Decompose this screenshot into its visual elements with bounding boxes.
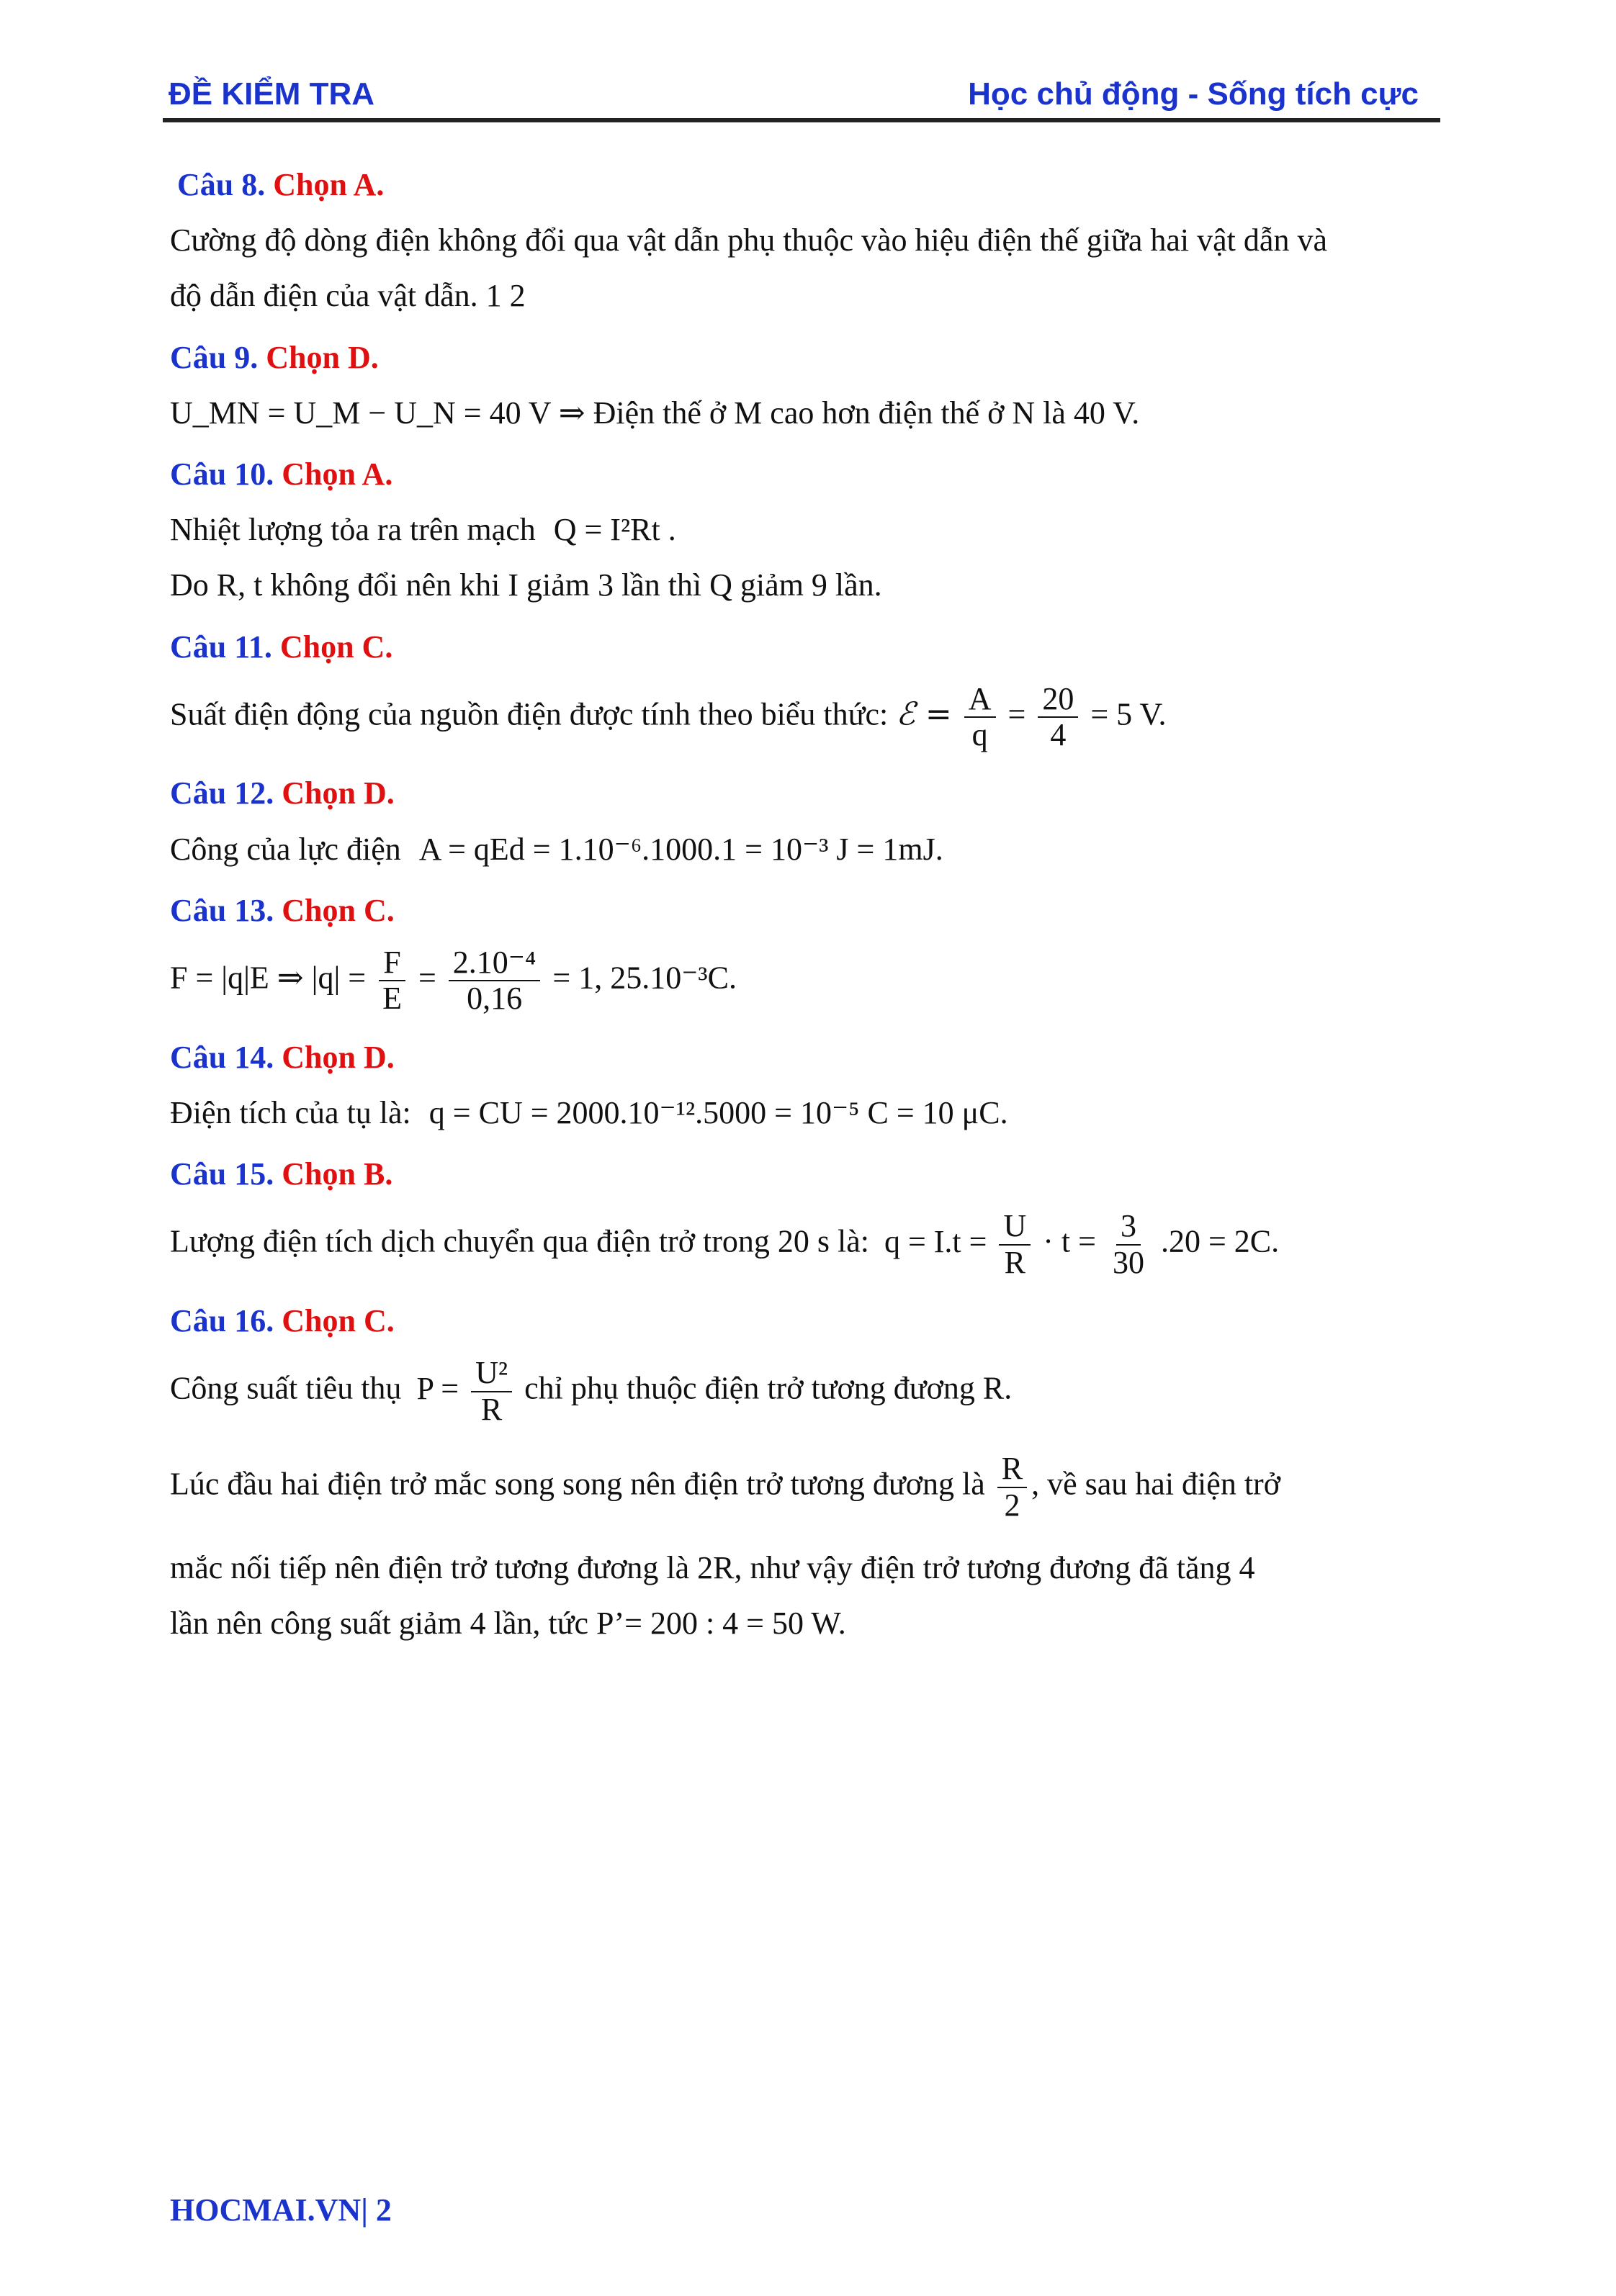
fraction-denominator: E	[382, 981, 402, 1017]
answer-choice: Chọn D.	[282, 775, 395, 811]
fraction-20-over-4	[1038, 682, 1078, 753]
q16-text: Lúc đầu hai điện trở mắc song song nên điện trở tương đương là	[170, 1466, 985, 1502]
answer-choice: Chọn C.	[282, 1303, 395, 1339]
q16-text: Công suất tiêu thụ	[170, 1370, 402, 1406]
fraction-a-over-q	[964, 682, 996, 753]
answer-content	[170, 164, 1517, 1644]
question-label: Câu 11.	[170, 629, 272, 665]
question-13-heading	[170, 890, 1517, 931]
question-label: Câu 8.	[177, 167, 266, 202]
question-label: Câu 15.	[170, 1156, 274, 1192]
q10-text: Nhiệt lượng tỏa ra trên mạch	[170, 512, 536, 548]
fraction-numerator: 2.10⁻⁴	[449, 945, 541, 981]
fraction-numerator: 20	[1038, 682, 1078, 718]
q11-text: Suất điện động của nguồn điện được tính theo biểu thức:	[170, 696, 889, 732]
q16-text-b: , về sau hai điện trở	[1031, 1466, 1280, 1502]
q15-text: Lượng điện tích dịch chuyển qua điện trở trong 20 s là:	[170, 1223, 869, 1259]
fraction-numerator: F	[379, 945, 405, 981]
header-title: ĐỀ KIỂM TRA	[169, 76, 374, 112]
q12-paragraph	[170, 829, 1517, 870]
q16-text-b: chỉ phụ thuộc điện trở tương đương R.	[524, 1370, 1013, 1406]
fraction-denominator: 0,16	[467, 981, 523, 1017]
fraction-denominator: 4	[1050, 717, 1067, 753]
fraction-numerator: R	[997, 1451, 1027, 1487]
fraction-3-over-30	[1108, 1209, 1149, 1280]
fraction-numerator: U	[999, 1209, 1031, 1245]
question-8-heading	[170, 164, 1517, 205]
q11-result: = 5 V.	[1090, 696, 1167, 732]
q16-paragraph-4: lần nên công suất giảm 4 lần, tức P’= 200 : 4 = 50 W.	[170, 1606, 846, 1642]
q10-paragraph-2: Do R, t không đổi nên khi I giảm 3 lần thì Q giảm 9 lần.	[170, 567, 882, 603]
fraction-denominator: 30	[1112, 1244, 1144, 1280]
question-label: Câu 13.	[170, 892, 274, 928]
answer-choice: Chọn D.	[266, 339, 379, 375]
q12-formula: A = qEd = 1.10⁻⁶.1000.1 = 10⁻³ J = 1mJ.	[418, 831, 943, 867]
q11-paragraph	[170, 682, 1517, 753]
q16-lhs: P =	[416, 1370, 459, 1406]
q15-lhs: q = I.t =	[884, 1223, 987, 1259]
header-divider	[163, 118, 1440, 122]
equals-sign: =	[418, 960, 436, 996]
fraction-numerator: U²	[471, 1356, 512, 1392]
question-label: Câu 9.	[170, 339, 259, 375]
q15-paragraph	[170, 1209, 1517, 1280]
q8-paragraph-1: Cường độ dòng điện không đổi qua vật dẫn phụ thuộc vào hiệu điện thế giữa hai vật dẫn và	[170, 222, 1327, 258]
q12-text: Công của lực điện	[170, 831, 401, 867]
q8-paragraph-2: độ dẫn điện của vật dẫn. 1 2	[170, 278, 526, 314]
q14-formula: q = CU = 2000.10⁻¹².5000 = 10⁻⁵ C = 10 μC.	[428, 1095, 1008, 1130]
fraction-numerator: A	[964, 682, 996, 718]
question-9-heading	[170, 337, 1517, 378]
answer-choice: Chọn C.	[282, 892, 395, 928]
emf-symbol: ℰ =	[896, 695, 952, 733]
q15-mid: · t =	[1043, 1223, 1096, 1259]
fraction-denominator: 2	[1004, 1487, 1020, 1523]
question-label: Câu 14.	[170, 1039, 274, 1075]
fraction-u2-over-r	[471, 1356, 512, 1427]
answer-choice: Chọn A.	[273, 167, 385, 202]
fraction-denominator: q	[971, 717, 988, 753]
question-14-heading	[170, 1037, 1517, 1078]
question-12-heading	[170, 773, 1517, 814]
q9-paragraph: U_MN = U_M − U_N = 40 V ⇒ Điện thế ở M cao hơn điện thế ở N là 40 V.	[170, 395, 1140, 431]
question-label: Câu 12.	[170, 775, 274, 811]
answer-choice: Chọn C.	[279, 629, 393, 665]
q10-paragraph-1	[170, 509, 1517, 550]
answer-choice: Chọn A.	[282, 456, 393, 492]
fraction-denominator: R	[1004, 1244, 1026, 1280]
fraction-f-over-e	[378, 945, 406, 1017]
fraction-value	[449, 945, 541, 1017]
question-11-heading	[170, 626, 1517, 667]
page-footer: HOCMAI.VN| 2	[170, 2192, 392, 2228]
q16-paragraph-1	[170, 1356, 1517, 1427]
question-16-heading	[170, 1300, 1517, 1341]
equals-sign: =	[1007, 696, 1026, 732]
fraction-r-over-2	[997, 1451, 1027, 1523]
q10-formula: Q = I²Rt .	[553, 512, 676, 548]
question-label: Câu 16.	[170, 1303, 274, 1339]
answer-choice: Chọn B.	[282, 1156, 393, 1192]
q16-paragraph-2	[170, 1451, 1517, 1523]
header-slogan: Học chủ động - Sống tích cực	[968, 76, 1419, 112]
q13-paragraph	[170, 945, 1517, 1017]
fraction-u-over-r	[999, 1209, 1031, 1280]
q13-result: = 1, 25.10⁻³C.	[552, 960, 737, 996]
page-header	[163, 72, 1440, 115]
fraction-denominator: R	[480, 1391, 503, 1427]
q16-paragraph-3: mắc nối tiếp nên điện trở tương đương là 2R, như vậy điện trở tương đương đã tăng 4	[170, 1549, 1255, 1585]
q14-paragraph	[170, 1092, 1517, 1133]
q15-result: .20 = 2C.	[1160, 1223, 1280, 1259]
question-label: Câu 10.	[170, 456, 274, 492]
answer-choice: Chọn D.	[282, 1039, 395, 1075]
q14-text: Điện tích của tụ là:	[170, 1095, 411, 1130]
q13-lhs: F = |q|E ⇒ |q| =	[170, 960, 367, 996]
question-15-heading	[170, 1153, 1517, 1194]
fraction-numerator: 3	[1116, 1209, 1141, 1245]
question-10-heading	[170, 454, 1517, 495]
